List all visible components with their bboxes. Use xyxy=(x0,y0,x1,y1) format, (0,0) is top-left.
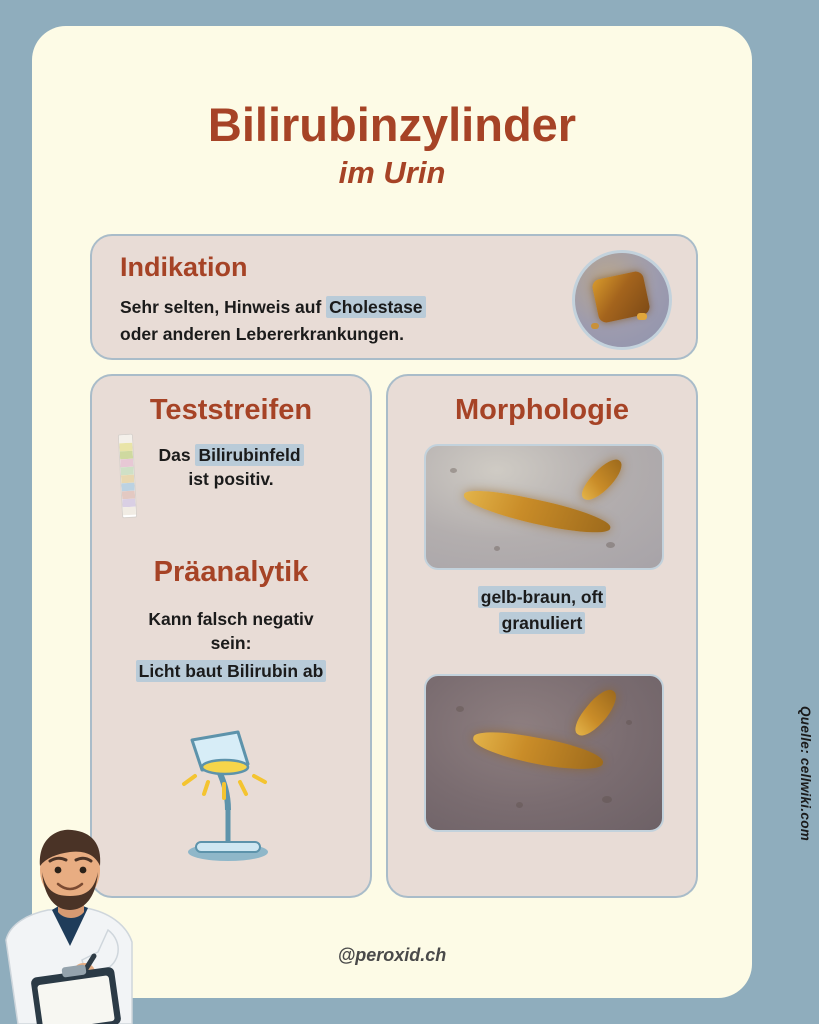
bilirubin-cast-microscopy-dark-image xyxy=(424,674,664,832)
teststreifen-highlight-bilirubinfeld: Bilirubinfeld xyxy=(195,444,303,466)
title-main: Bilirubinzylinder xyxy=(207,98,577,151)
sediment-speck xyxy=(637,313,647,320)
bilirubin-cast-shape xyxy=(570,684,622,742)
indikation-card xyxy=(90,234,698,360)
bilirubin-cast-microscopy-brightfield-image xyxy=(424,444,664,570)
teststreifen-line2: ist positiv. xyxy=(188,469,274,489)
praanalytik-line3 xyxy=(92,658,370,685)
sediment-speck xyxy=(602,796,612,803)
sediment-speck xyxy=(606,542,615,548)
urine-sediment-bilirubin-cast-circle-image xyxy=(572,250,672,350)
indikation-line2-text: oder anderen Lebererkrankungen. xyxy=(120,324,404,345)
sediment-speck xyxy=(494,546,500,551)
praanalytik-line2: sein: xyxy=(210,633,252,653)
source-credit: Quelle: cellwiki.com xyxy=(798,706,813,842)
bilirubin-cast-shape xyxy=(577,454,627,506)
morphologie-caption-line2: granuliert xyxy=(499,612,586,634)
sediment-speck xyxy=(626,720,632,725)
praanalytik-line1: Kann falsch negativ xyxy=(148,609,314,629)
morphologie-caption xyxy=(442,584,642,637)
sediment-speck xyxy=(456,706,464,712)
indikation-heading: Indikation xyxy=(120,252,248,282)
title-subtitle: im Urin xyxy=(338,155,446,191)
praanalytik-heading: Präanalytik xyxy=(153,556,309,588)
indikation-body xyxy=(120,294,550,348)
teststreifen-heading: Teststreifen xyxy=(149,394,313,426)
praanalytik-highlight-licht: Licht baut Bilirubin ab xyxy=(136,660,327,682)
indikation-highlight-cholestase: Cholestase xyxy=(326,296,425,318)
teststreifen-line1-text: Das xyxy=(158,445,196,465)
sediment-speck xyxy=(516,802,523,808)
page-title xyxy=(32,100,752,191)
sediment-speck xyxy=(450,468,457,473)
desk-lamp-icon xyxy=(162,706,312,866)
morphologie-card xyxy=(386,374,698,898)
morphologie-heading: Morphologie xyxy=(455,394,629,426)
social-handle: @peroxid.ch xyxy=(337,945,447,965)
morphologie-caption-line1: gelb-braun, oft xyxy=(478,586,606,608)
indikation-line1-text: Sehr selten, Hinweis auf xyxy=(120,297,327,317)
sediment-speck xyxy=(591,323,599,329)
illustration-lab-professional xyxy=(0,774,150,1024)
